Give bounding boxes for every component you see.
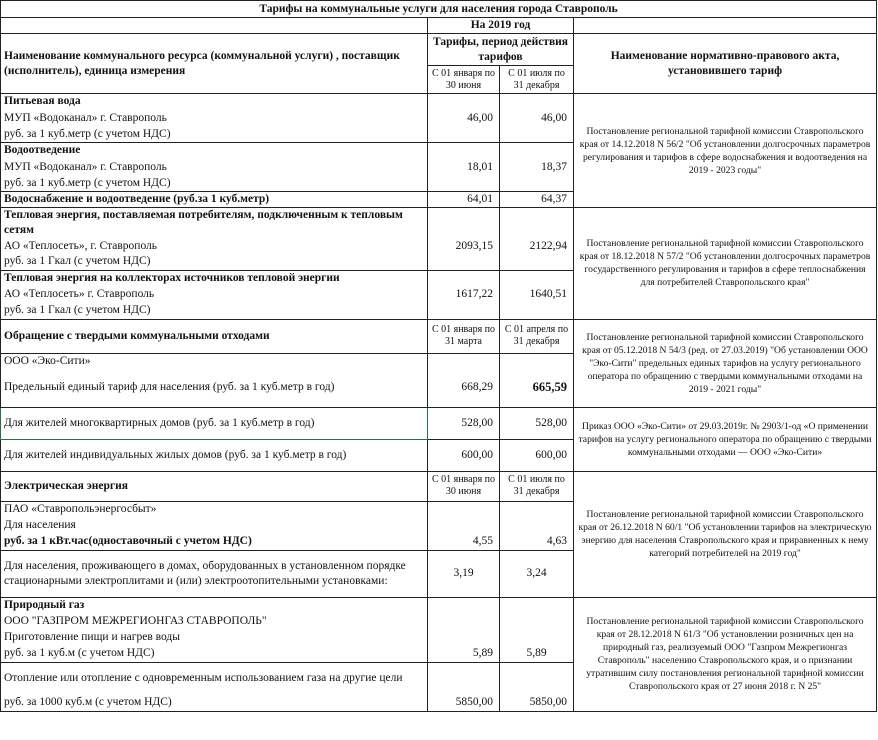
- waste-act-2: Приказ ООО «Эко-Сити» от 29.03.2019г. № 2903/1-од «О применении тарифов на услугу регионального оператора по обращению с твердыми коммунальными отходами — ООО «Эко-Сити»: [574, 407, 877, 471]
- electric-period-1: С 01 января по 30 июня: [428, 471, 500, 501]
- gas-v2a: 5850,00: [428, 694, 500, 711]
- heat-v1a: 2093,15: [428, 238, 500, 254]
- gas-v1a: 5,89: [428, 645, 500, 662]
- electric-population: Для населения: [1, 517, 428, 533]
- waste-row-3-v2: 600,00: [500, 439, 574, 471]
- electric-act: Постановление региональной тарифной комиссии Ставропольского края от 26.12.2018 N 60/1 "Об установлении тарифов на электрическую энергию для населения Ставропольского края и приравненных к нему категорий потребителей на 2019 год": [574, 471, 877, 597]
- heat-v2a: 1617,22: [428, 286, 500, 303]
- water-drink-title: Питьевая вода: [1, 94, 428, 110]
- gas-supplier: ООО "ГАЗПРОМ МЕЖРЕГИОНГАЗ СТАВРОПОЛЬ": [1, 613, 428, 629]
- water-total-title: Водоснабжение и водоотведение (руб.за 1 куб.метр): [1, 192, 428, 208]
- waste-row-1-v1: 668,29: [428, 369, 500, 407]
- electric-unit: руб. за 1 кВт.час(одноставочный с учетом НДС): [1, 533, 428, 550]
- heat-v1b: 2122,94: [500, 238, 574, 254]
- header-period-1: С 01 января по 30 июня: [428, 66, 500, 94]
- heat-title-2: Тепловая энергия на коллекторах источников тепловой энергии: [1, 270, 428, 286]
- heat-v2b: 1640,51: [500, 286, 574, 303]
- waste-row-1-v2: 665,59: [500, 369, 574, 407]
- header-period-2: С 01 июля по 31 декабря: [500, 66, 574, 94]
- water-drain-title: Водоотведение: [1, 143, 428, 159]
- electric-stoves: Для населения, проживающего в домах, оборудованных в установленном порядке стационарными электроплитами и (или) электроотопительными установками:: [1, 550, 428, 597]
- electric-v2a: 3,19: [428, 550, 500, 597]
- waste-row-3-v1: 600,00: [428, 439, 500, 471]
- water-drain-unit: руб. за 1 куб.метр (с учетом НДС): [1, 176, 428, 192]
- gas-title: Природный газ: [1, 597, 428, 613]
- heat-supplier-2: АО «Теплосеть» г. Ставрополь: [1, 286, 428, 303]
- water-drink-v1: 46,00: [428, 110, 500, 127]
- heat-unit-2: руб. за 1 Гкал (с учетом НДС): [1, 303, 428, 319]
- waste-period-2: С 01 апреля по 31 декабря: [500, 319, 574, 353]
- gas-heating: Отопление или отопление с одновременным использованием газа на другие цели: [1, 662, 428, 694]
- water-drink-v2: 46,00: [500, 110, 574, 127]
- waste-supplier: ООО «Эко-Сити»: [1, 353, 428, 369]
- waste-row-3-label: Для жителей индивидуальных жилых домов (руб. за 1 куб.метр в год): [1, 439, 428, 471]
- waste-row-1-label: Предельный единый тариф для населения (руб. за 1 куб.метр в год): [1, 369, 428, 407]
- water-drain-v1: 18,01: [428, 159, 500, 176]
- gas-unit-1: руб. за 1 куб.м (с учетом НДС): [1, 645, 428, 662]
- electric-v2b: 3,24: [500, 550, 574, 597]
- waste-period-1: С 01 января по 31 марта: [428, 319, 500, 353]
- water-drink-unit: руб. за 1 куб.метр (с учетом НДС): [1, 127, 428, 143]
- waste-row-2-v2: 528,00: [500, 407, 574, 439]
- water-act: Постановление региональной тарифной комиссии Ставропольского края от 14.12.2018 N 56/2 "Об установлении долгосрочных параметров регулирования и тарифов в сфере водоснабжения и водоотведения на 2019 - 2023 годы": [574, 94, 877, 208]
- electric-v1a: 4,55: [428, 533, 500, 550]
- table-subtitle: На 2019 год: [428, 18, 574, 34]
- waste-row-2-label[interactable]: Для жителей многоквартирных домов (руб. за 1 куб.метр в год): [1, 407, 428, 439]
- gas-cooking: Приготовление пищи и нагрев воды: [1, 629, 428, 645]
- electric-v1b: 4,63: [500, 533, 574, 550]
- heat-unit-1: руб. за 1 Гкал (с учетом НДС): [1, 254, 428, 270]
- header-act: Наименование нормативно-правового акта, установившего тариф: [574, 34, 877, 94]
- gas-v1b: 5,89: [500, 645, 574, 662]
- heat-act: Постановление региональной тарифной комиссии Ставропольского края от 18.12.2018 N 57/2 "Об установлении долгосрочных параметров государственного регулирования и тарифов в сфере теплоснабжения для потребителей Ставропольского края": [574, 208, 877, 320]
- waste-title: Обращение с твердыми коммунальными отходами: [1, 319, 428, 353]
- electric-title: Электрическая энергия: [1, 471, 428, 501]
- header-tariffs: Тарифы, период действия тарифов: [428, 34, 574, 66]
- waste-row-2-v1: 528,00: [428, 407, 500, 439]
- heat-title-1: Тепловая энергия, поставляемая потребителям, подключенным к тепловым сетям: [1, 208, 428, 239]
- gas-act: Постановление региональной тарифной комиссии Ставропольского края от 28.12.2018 N 61/3 "Об установлении розничных цен на природный газ, реализуемый ООО "Газпром Межрегионгаз Ставрополь" населению Ставропольского края, и о признании утратившим силу постановления региональной тарифной комиссии Ставропольского края от 27 июня 2018 г. N 25": [574, 597, 877, 711]
- water-drain-supplier: МУП «Водоканал» г. Ставрополь: [1, 159, 428, 176]
- waste-act-1: Постановление региональной тарифной комиссии Ставропольского края от 05.12.2018 N 54/3 (ред. от 27.03.2019) "Об установлении ООО "Эко-Сити" предельных единых тарифов на услугу регионального оператора по обращению с твердыми коммунальными отходами на 2019 - 2021 годы": [574, 319, 877, 407]
- table-title: Тарифы на коммунальные услуги для населения города Ставрополь: [1, 1, 877, 18]
- header-resource: Наименование коммунального ресурса (коммунальной услуги) , поставщик (исполнитель), единица измерения: [1, 34, 428, 94]
- water-total-v1: 64,01: [428, 192, 500, 208]
- electric-supplier: ПАО «Ставропольэнергосбыт»: [1, 501, 428, 517]
- gas-v2b: 5850,00: [500, 694, 574, 711]
- water-drain-v2: 18,37: [500, 159, 574, 176]
- heat-supplier-1: АО «Теплосеть», г. Ставрополь: [1, 238, 428, 254]
- water-total-v2: 64,37: [500, 192, 574, 208]
- water-drink-supplier: МУП «Водоканал» г. Ставрополь: [1, 110, 428, 127]
- electric-period-2: С 01 июля по 31 декабря: [500, 471, 574, 501]
- gas-unit-2: руб. за 1000 куб.м (с учетом НДС): [1, 694, 428, 711]
